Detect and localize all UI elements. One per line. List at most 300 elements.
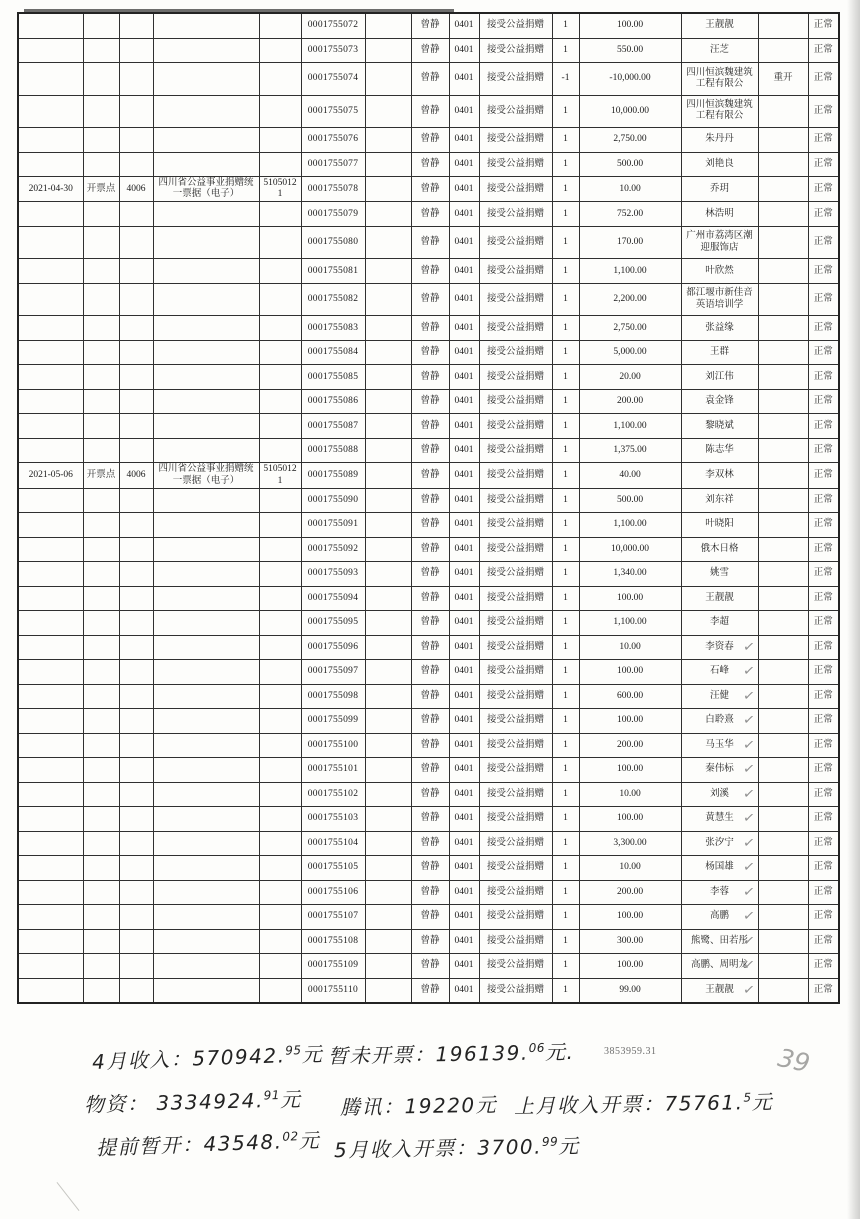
invoice-point-cell — [83, 856, 119, 881]
item-name-cell: 接受公益捐赠 — [479, 562, 552, 587]
status-cell: 正常 — [808, 340, 839, 365]
invoice-point-cell — [83, 880, 119, 905]
date-cell — [18, 954, 83, 979]
operator-cell: 曾静 — [411, 202, 449, 227]
remark-cell — [758, 978, 808, 1003]
status-cell: 正常 — [808, 905, 839, 930]
amount-cell: 100.00 — [579, 13, 681, 38]
org-code-cell — [259, 316, 301, 341]
point-code-cell — [119, 202, 153, 227]
item-name-cell: 接受公益捐赠 — [479, 365, 552, 390]
table-row — [18, 880, 839, 905]
invoice-point-cell — [83, 758, 119, 783]
payer-name: 王靓靓 — [705, 984, 734, 995]
quantity-cell: 1 — [552, 537, 579, 562]
blank-cell — [365, 340, 411, 365]
operator-cell: 曾静 — [411, 513, 449, 538]
status-cell: 正常 — [808, 929, 839, 954]
status-cell: 正常 — [808, 63, 839, 96]
quantity-cell: 1 — [552, 365, 579, 390]
org-code-cell — [259, 365, 301, 390]
item-code-cell: 0401 — [449, 513, 479, 538]
amount-cell: 100.00 — [579, 758, 681, 783]
operator-cell: 曾静 — [411, 438, 449, 463]
payer-cell — [681, 128, 758, 153]
point-code-cell — [119, 831, 153, 856]
payer-name: 林浩明 — [705, 208, 734, 219]
item-code-cell: 0401 — [449, 340, 479, 365]
item-code-cell: 0401 — [449, 831, 479, 856]
amount-cell: 3,300.00 — [579, 831, 681, 856]
amount-cell: 10.00 — [579, 177, 681, 202]
quantity-cell: 1 — [552, 463, 579, 488]
ticket-name-cell — [153, 831, 259, 856]
item-code-cell: 0401 — [449, 365, 479, 390]
org-code-cell — [259, 562, 301, 587]
item-code-cell: 0401 — [449, 128, 479, 153]
date-cell — [18, 152, 83, 177]
date-cell — [18, 586, 83, 611]
item-name-cell: 接受公益捐赠 — [479, 389, 552, 414]
ticket-name-cell — [153, 438, 259, 463]
status-cell: 正常 — [808, 880, 839, 905]
date-cell — [18, 365, 83, 390]
operator-cell: 曾静 — [411, 954, 449, 979]
table-row — [18, 283, 839, 316]
invoice-number-cell: 0001755106 — [301, 880, 365, 905]
payer-cell — [681, 226, 758, 259]
date-cell — [18, 340, 83, 365]
item-name-cell: 接受公益捐赠 — [479, 128, 552, 153]
date-cell — [18, 660, 83, 685]
date-cell — [18, 259, 83, 284]
date-cell — [18, 202, 83, 227]
invoice-number-cell: 0001755086 — [301, 389, 365, 414]
amount-cell: 200.00 — [579, 880, 681, 905]
org-code-cell — [259, 13, 301, 38]
item-name-cell: 接受公益捐赠 — [479, 758, 552, 783]
org-code-cell — [259, 831, 301, 856]
operator-cell: 曾静 — [411, 340, 449, 365]
amount-cell: 20.00 — [579, 365, 681, 390]
payer-cell — [681, 463, 758, 488]
operator-cell: 曾静 — [411, 709, 449, 734]
org-code-cell — [259, 389, 301, 414]
payer-cell — [681, 978, 758, 1003]
table-row — [18, 929, 839, 954]
item-name-cell: 接受公益捐赠 — [479, 978, 552, 1003]
ticket-name-cell — [153, 856, 259, 881]
point-code-cell — [119, 316, 153, 341]
invoice-point-cell — [83, 562, 119, 587]
payer-name: 王靓靓 — [705, 592, 734, 603]
item-name-cell: 接受公益捐赠 — [479, 537, 552, 562]
amount-cell: 1,100.00 — [579, 513, 681, 538]
quantity-cell: 1 — [552, 438, 579, 463]
item-name-cell: 接受公益捐赠 — [479, 438, 552, 463]
status-cell: 正常 — [808, 733, 839, 758]
ticket-name-cell — [153, 226, 259, 259]
point-code-cell — [119, 152, 153, 177]
operator-cell: 曾静 — [411, 389, 449, 414]
item-name-cell: 接受公益捐赠 — [479, 905, 552, 930]
ticket-name-cell — [153, 586, 259, 611]
remark-cell — [758, 758, 808, 783]
remark-cell — [758, 929, 808, 954]
blank-cell — [365, 586, 411, 611]
quantity-cell: 1 — [552, 905, 579, 930]
amount-cell: 2,750.00 — [579, 128, 681, 153]
quantity-cell: 1 — [552, 389, 579, 414]
payer-name: 俄木日格 — [700, 543, 739, 554]
operator-cell: 曾静 — [411, 562, 449, 587]
blank-cell — [365, 562, 411, 587]
handwritten-checkmark-icon: ✓ — [741, 932, 756, 950]
quantity-cell: 1 — [552, 758, 579, 783]
payer-name: 王群 — [709, 347, 729, 358]
invoice-number-cell: 0001755105 — [301, 856, 365, 881]
org-code-cell — [259, 38, 301, 63]
invoice-point-cell: 开票点 — [83, 177, 119, 202]
quantity-cell: 1 — [552, 340, 579, 365]
blank-cell — [365, 905, 411, 930]
status-cell: 正常 — [808, 128, 839, 153]
quantity-cell: 1 — [552, 831, 579, 856]
invoice-point-cell — [83, 283, 119, 316]
point-code-cell — [119, 389, 153, 414]
status-cell: 正常 — [808, 13, 839, 38]
table-row — [18, 414, 839, 439]
item-code-cell: 0401 — [449, 95, 479, 128]
payer-name: 袁金锋 — [705, 396, 734, 407]
payer-name: 高鹏 — [709, 911, 729, 922]
handwritten-checkmark-icon: ✓ — [741, 907, 756, 926]
org-code-cell — [259, 513, 301, 538]
amount-cell: 10.00 — [579, 782, 681, 807]
item-code-cell: 0401 — [449, 929, 479, 954]
status-cell: 正常 — [808, 513, 839, 538]
invoice-point-cell — [83, 316, 119, 341]
operator-cell: 曾静 — [411, 880, 449, 905]
quantity-cell: 1 — [552, 782, 579, 807]
point-code-cell — [119, 365, 153, 390]
item-name-cell: 接受公益捐赠 — [479, 929, 552, 954]
payer-cell — [681, 283, 758, 316]
invoice-number-cell: 0001755092 — [301, 537, 365, 562]
quantity-cell: 1 — [552, 95, 579, 128]
status-cell: 正常 — [808, 488, 839, 513]
operator-cell: 曾静 — [411, 929, 449, 954]
item-name-cell: 接受公益捐赠 — [479, 63, 552, 96]
payer-name: 叶欣然 — [705, 265, 734, 276]
blank-cell — [365, 414, 411, 439]
status-cell: 正常 — [808, 365, 839, 390]
org-code-cell — [259, 586, 301, 611]
date-cell — [18, 537, 83, 562]
invoice-number-cell: 0001755085 — [301, 365, 365, 390]
item-name-cell: 接受公益捐赠 — [479, 259, 552, 284]
remark-cell — [758, 389, 808, 414]
payer-cell — [681, 831, 758, 856]
invoice-number-cell: 0001755088 — [301, 438, 365, 463]
invoice-table-body — [18, 13, 839, 1003]
ticket-name-cell — [153, 758, 259, 783]
quantity-cell: 1 — [552, 611, 579, 636]
point-code-cell — [119, 340, 153, 365]
point-code-cell — [119, 929, 153, 954]
point-code-cell — [119, 259, 153, 284]
status-cell: 正常 — [808, 758, 839, 783]
table-row — [18, 152, 839, 177]
payer-cell — [681, 733, 758, 758]
ticket-name-cell — [153, 152, 259, 177]
amount-cell: 100.00 — [579, 660, 681, 685]
remark-cell — [758, 856, 808, 881]
item-code-cell: 0401 — [449, 733, 479, 758]
remark-cell — [758, 807, 808, 832]
invoice-number-cell: 0001755090 — [301, 488, 365, 513]
point-code-cell — [119, 226, 153, 259]
item-code-cell: 0401 — [449, 177, 479, 202]
remark-cell — [758, 95, 808, 128]
blank-cell — [365, 611, 411, 636]
payer-name: 陈志华 — [705, 445, 734, 456]
table-row — [18, 611, 839, 636]
payer-cell — [681, 316, 758, 341]
amount-cell: 10.00 — [579, 635, 681, 660]
scan-page-right-edge — [847, 0, 860, 1219]
ticket-name-cell — [153, 513, 259, 538]
payer-name: 四川恒滨魏建筑工程有限公 — [686, 67, 753, 89]
amount-cell: 40.00 — [579, 463, 681, 488]
payer-cell — [681, 513, 758, 538]
payer-name: 马玉华 — [705, 739, 734, 750]
invoice-number-cell: 0001755078 — [301, 177, 365, 202]
invoice-point-cell — [83, 954, 119, 979]
operator-cell: 曾静 — [411, 758, 449, 783]
payer-name: 都江堰市新佳音英语培训学 — [686, 288, 753, 310]
payer-name: 高鹏、周明龙 — [690, 960, 748, 971]
operator-cell: 曾静 — [411, 316, 449, 341]
item-name-cell: 接受公益捐赠 — [479, 709, 552, 734]
invoice-point-cell — [83, 128, 119, 153]
payer-name: 白聆熹 — [705, 715, 734, 726]
org-code-cell — [259, 283, 301, 316]
invoice-point-cell — [83, 13, 119, 38]
status-cell: 正常 — [808, 856, 839, 881]
ticket-name-cell — [153, 660, 259, 685]
item-name-cell: 接受公益捐赠 — [479, 283, 552, 316]
point-code-cell — [119, 856, 153, 881]
ticket-name-cell — [153, 128, 259, 153]
remark-cell — [758, 905, 808, 930]
invoice-point-cell — [83, 537, 119, 562]
quantity-cell: 1 — [552, 177, 579, 202]
quantity-cell: 1 — [552, 807, 579, 832]
item-name-cell: 接受公益捐赠 — [479, 177, 552, 202]
invoice-point-cell — [83, 513, 119, 538]
date-cell — [18, 438, 83, 463]
table-row — [18, 562, 839, 587]
invoice-number-cell: 0001755107 — [301, 905, 365, 930]
date-cell — [18, 929, 83, 954]
invoice-point-cell — [83, 929, 119, 954]
payer-cell — [681, 635, 758, 660]
payer-cell — [681, 929, 758, 954]
quantity-cell: 1 — [552, 880, 579, 905]
point-code-cell — [119, 438, 153, 463]
remark-cell — [758, 537, 808, 562]
quantity-cell: 1 — [552, 978, 579, 1003]
item-name-cell: 接受公益捐赠 — [479, 316, 552, 341]
item-code-cell: 0401 — [449, 283, 479, 316]
item-code-cell: 0401 — [449, 63, 479, 96]
invoice-point-cell — [83, 782, 119, 807]
item-name-cell: 接受公益捐赠 — [479, 463, 552, 488]
blank-cell — [365, 954, 411, 979]
invoice-number-cell: 0001755101 — [301, 758, 365, 783]
handwritten-note-tencent: 腾讯：19220元 — [339, 1092, 498, 1120]
org-code-cell — [259, 488, 301, 513]
invoice-number-cell: 0001755104 — [301, 831, 365, 856]
operator-cell: 曾静 — [411, 38, 449, 63]
point-code-cell — [119, 733, 153, 758]
item-code-cell: 0401 — [449, 13, 479, 38]
quantity-cell: 1 — [552, 202, 579, 227]
quantity-cell: 1 — [552, 954, 579, 979]
ticket-name-cell: 四川省公益事业捐赠统一票据（电子） — [153, 177, 259, 202]
ticket-name-cell — [153, 365, 259, 390]
payer-cell — [681, 438, 758, 463]
status-cell: 正常 — [808, 978, 839, 1003]
invoice-number-cell: 0001755081 — [301, 259, 365, 284]
remark-cell — [758, 283, 808, 316]
point-code-cell — [119, 782, 153, 807]
item-name-cell: 接受公益捐赠 — [479, 340, 552, 365]
payer-cell — [681, 562, 758, 587]
remark-cell — [758, 709, 808, 734]
payer-name: 李双林 — [705, 470, 734, 480]
remark-cell — [758, 226, 808, 259]
ticket-name-cell — [153, 202, 259, 227]
org-code-cell — [259, 684, 301, 709]
blank-cell — [365, 177, 411, 202]
table-row — [18, 709, 839, 734]
invoice-point-cell — [83, 831, 119, 856]
invoice-point-cell — [83, 202, 119, 227]
item-code-cell: 0401 — [449, 562, 479, 587]
point-code-cell — [119, 128, 153, 153]
date-cell — [18, 880, 83, 905]
payer-cell — [681, 709, 758, 734]
item-code-cell: 0401 — [449, 660, 479, 685]
handwritten-note-materials: 物资： 3334924.91元 — [83, 1087, 302, 1117]
table-row — [18, 38, 839, 63]
org-code-cell — [259, 880, 301, 905]
payer-cell — [681, 389, 758, 414]
invoice-number-cell: 0001755108 — [301, 929, 365, 954]
blank-cell — [365, 660, 411, 685]
table-row — [18, 259, 839, 284]
amount-cell: 300.00 — [579, 929, 681, 954]
point-code-cell — [119, 807, 153, 832]
item-code-cell: 0401 — [449, 488, 479, 513]
amount-cell: 1,340.00 — [579, 562, 681, 587]
status-cell: 正常 — [808, 807, 839, 832]
handwritten-note-last-month-invoiced: 上月收入开票：75761.$^5$元 — [513, 1089, 774, 1119]
item-name-cell: 接受公益捐赠 — [479, 831, 552, 856]
status-cell: 正常 — [808, 283, 839, 316]
status-cell: 正常 — [808, 635, 839, 660]
date-cell — [18, 128, 83, 153]
blank-cell — [365, 438, 411, 463]
invoice-number-cell: 0001755079 — [301, 202, 365, 227]
status-cell: 正常 — [808, 226, 839, 259]
invoice-point-cell — [83, 660, 119, 685]
date-cell — [18, 905, 83, 930]
item-name-cell: 接受公益捐赠 — [479, 733, 552, 758]
payer-cell — [681, 758, 758, 783]
payer-name: 姚雪 — [709, 568, 729, 579]
invoice-number-cell: 0001755073 — [301, 38, 365, 63]
remark-cell — [758, 660, 808, 685]
amount-cell: 2,750.00 — [579, 316, 681, 341]
quantity-cell: 1 — [552, 152, 579, 177]
table-row — [18, 733, 839, 758]
operator-cell: 曾静 — [411, 782, 449, 807]
quantity-cell: 1 — [552, 38, 579, 63]
org-code-cell — [259, 152, 301, 177]
point-code-cell — [119, 513, 153, 538]
amount-cell: 200.00 — [579, 733, 681, 758]
blank-cell — [365, 202, 411, 227]
payer-name: 乔玥 — [709, 183, 729, 194]
table-row — [18, 586, 839, 611]
date-cell — [18, 488, 83, 513]
remark-cell — [758, 611, 808, 636]
org-code-cell — [259, 660, 301, 685]
item-code-cell: 0401 — [449, 414, 479, 439]
payer-name: 李蓉 — [709, 886, 729, 897]
point-code-cell — [119, 13, 153, 38]
ticket-name-cell — [153, 709, 259, 734]
date-cell — [18, 978, 83, 1003]
org-code-cell — [259, 733, 301, 758]
handwritten-note-not-yet-invoiced: 暂未开票：196139.06元. — [327, 1039, 575, 1069]
payer-name: 叶晓阳 — [705, 519, 734, 530]
invoice-number-cell: 0001755076 — [301, 128, 365, 153]
operator-cell: 曾静 — [411, 128, 449, 153]
point-code-cell — [119, 537, 153, 562]
blank-cell — [365, 259, 411, 284]
table-row — [18, 340, 839, 365]
invoice-point-cell: 开票点 — [83, 463, 119, 488]
quantity-cell: 1 — [552, 226, 579, 259]
org-code-cell — [259, 758, 301, 783]
table-row — [18, 954, 839, 979]
point-code-cell — [119, 283, 153, 316]
invoice-point-cell — [83, 611, 119, 636]
amount-cell: -10,000.00 — [579, 63, 681, 96]
invoice-point-cell — [83, 438, 119, 463]
item-name-cell: 接受公益捐赠 — [479, 635, 552, 660]
item-name-cell: 接受公益捐赠 — [479, 513, 552, 538]
item-code-cell: 0401 — [449, 202, 479, 227]
date-cell — [18, 635, 83, 660]
date-cell — [18, 709, 83, 734]
operator-cell: 曾静 — [411, 63, 449, 96]
quantity-cell: 1 — [552, 733, 579, 758]
